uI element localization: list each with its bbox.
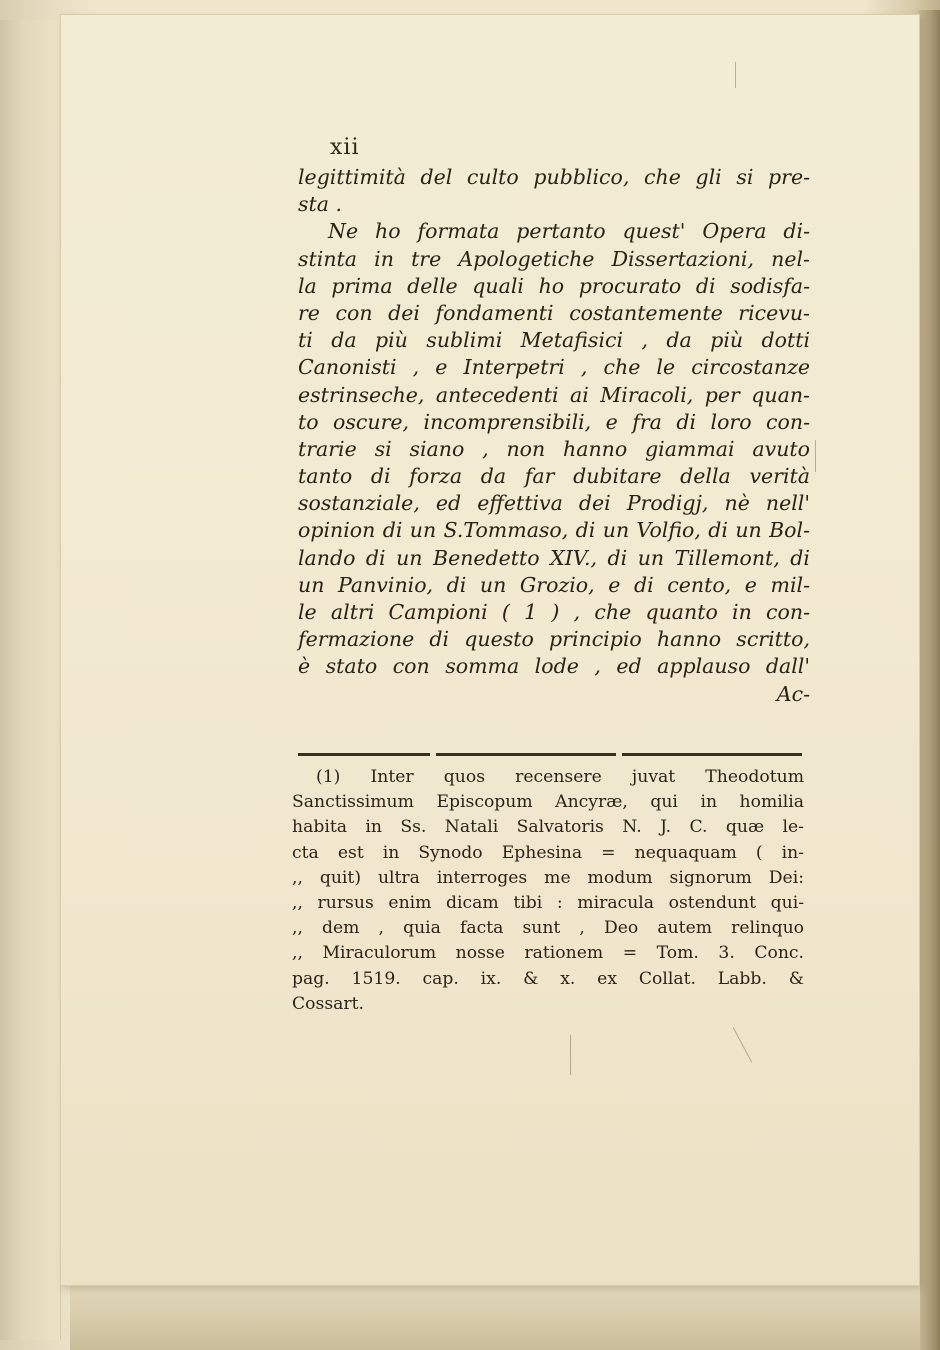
footnote-line: habita in Ss. Natali Salvatoris N. J. C. quæ le-	[292, 817, 804, 838]
text-line: stinta in tre Apologetiche Dissertazioni, nel-	[298, 246, 810, 271]
text-line: fermazione di questo principio hanno scritto,	[298, 627, 810, 652]
footnote-line: ,, rursus enim dicam tibi : miracula ostendunt qui-	[292, 892, 804, 913]
text-line: è stato con somma lode , ed applauso dall'	[298, 654, 810, 679]
paper-crease	[570, 1035, 571, 1075]
footnote-line: pag. 1519. cap. ix. & x. ex Collat. Labb. &	[292, 968, 804, 989]
text-line: lando di un Benedetto XIV., di un Tillemont, di	[298, 545, 810, 570]
footnote-line: ,, dem , quia facta sunt , Deo autem relinquo	[292, 918, 804, 939]
text-line: sta .	[298, 192, 343, 217]
paper-crease	[735, 62, 736, 88]
text-line: la prima delle quali ho procurato di sodisfa-	[298, 273, 810, 298]
footnote-rule-left	[298, 753, 430, 756]
footnote-rule-middle	[436, 753, 616, 756]
page-number: xii	[330, 135, 360, 160]
text-line: le altri Campioni ( 1 ) , che quanto in con-	[298, 600, 810, 624]
main-text-block	[298, 164, 810, 708]
text-line: Ne ho formata pertanto quest' Opera di-	[328, 219, 810, 244]
text-line: estrinseche, antecedenti ai Miracoli, per quan-	[298, 382, 810, 407]
text-line: Canonisti , e Interpetri , che le circostanze	[298, 355, 810, 380]
footnote-line: (1) Inter quos recensere juvat Theodotum	[316, 767, 804, 787]
text-line: opinion di un S.Tommaso, di un Volfio, di un Bol-	[298, 518, 810, 543]
footnote-line: ,, quit) ultra interroges me modum signorum Dei:	[292, 867, 804, 888]
paper-crease	[815, 440, 816, 472]
footnote-block	[292, 765, 804, 1017]
text-line: trarie si siano , non hanno giammai avuto	[298, 436, 810, 461]
catchword: Ac-	[776, 681, 810, 706]
book-left-edge	[0, 20, 61, 1340]
text-line: tanto di forza da far dubitare della verità	[298, 464, 810, 489]
footnote-rule-right	[622, 753, 802, 756]
footnote-line: Sanctissimum Episcopum Ancyræ, qui in homilia	[292, 792, 804, 813]
book-right-edge	[918, 10, 940, 1350]
text-line: ti da più sublimi Metafisici , da più dotti	[298, 328, 810, 353]
footnote-line: ,, Miraculorum nosse rationem = Tom. 3. Conc.	[292, 943, 804, 964]
text-line: legittimità del culto pubblico, che gli si pre-	[298, 165, 810, 189]
footnote-line: cta est in Synodo Ephesina = nequaquam ( in-	[292, 842, 804, 863]
text-line: un Panvinio, di un Grozio, e di cento, e mil-	[298, 572, 810, 597]
text-line: re con dei fondamenti costantemente ricevu-	[298, 300, 810, 325]
footnote-line: Cossart.	[292, 993, 364, 1014]
text-line: to oscure, incomprensibili, e fra di loro con-	[298, 409, 810, 434]
book-bottom-edge	[70, 1284, 920, 1350]
text-line: sostanziale, ed effettiva dei Prodigj, nè nell'	[298, 491, 810, 516]
